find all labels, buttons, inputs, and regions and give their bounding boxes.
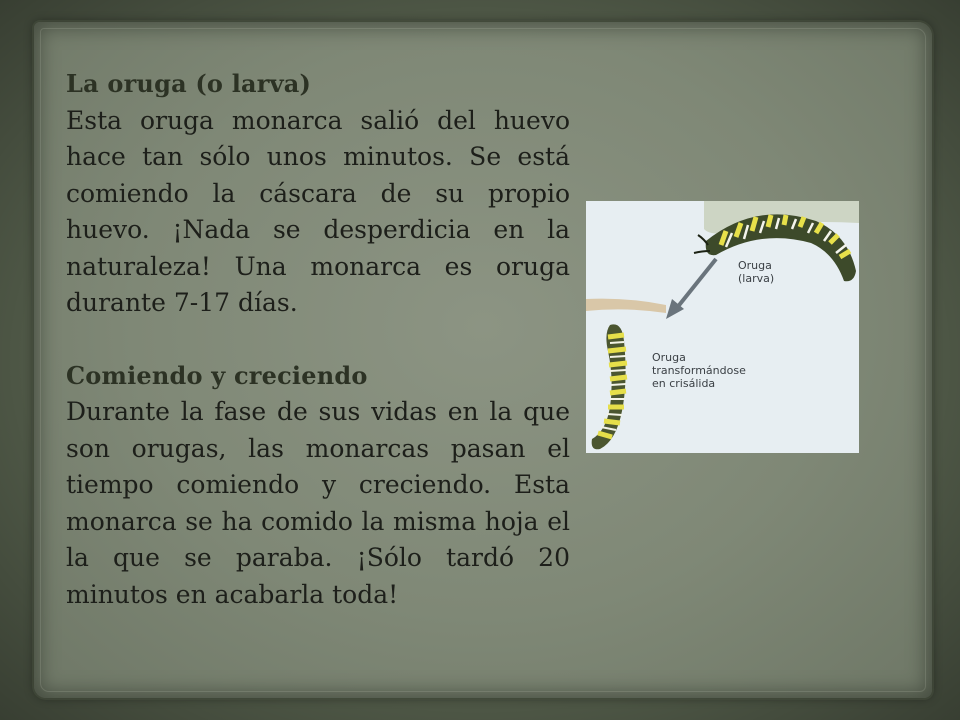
caterpillar-hanging (592, 324, 627, 449)
arrow-icon (666, 259, 716, 319)
paragraph-eating-growing: Durante la fase de sus vidas en la que son orugas, las monarcas pasan el tiempo comiendo y creciendo. Esta monarca se ha comido la misma hoja el la que se paraba. ¡Sólo tardó 20 minutos en acabarla toda! (66, 397, 570, 609)
paragraph-gap (66, 322, 570, 358)
paragraph-larva: Esta oruga monarca salió del huevo hace tan sólo unos minutos. Se está comiendo la cáscara de su propio huevo. ¡Nada se desperdicia en la naturaleza! Una monarca es oruga durante 7-17 días. (66, 105, 570, 317)
label-larva: Oruga (larva) (738, 259, 775, 285)
caterpillar-illustration (586, 201, 859, 453)
label-chrysalis: Oruga transformándose en crisálida (652, 351, 746, 390)
heading-larva: La oruga (o larva) (66, 69, 312, 98)
caterpillar-drawing (586, 201, 859, 453)
branch-shape (586, 299, 666, 313)
heading-eating-growing: Comiendo y creciendo (66, 360, 368, 390)
text-content (66, 66, 570, 613)
